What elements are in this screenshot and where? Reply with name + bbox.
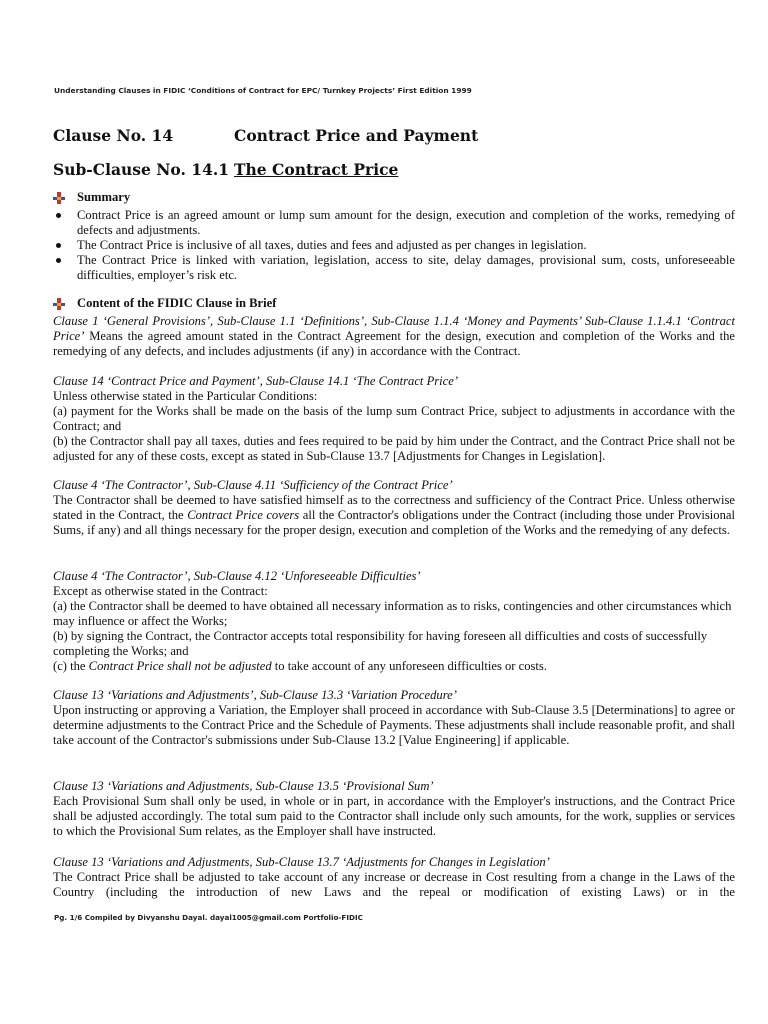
page-footer: Pg. 1/6 Compiled by Divyanshu Dayal. dayal1005@gmail.com Portfolio-FIDIC xyxy=(54,913,363,922)
cross-bullet-icon xyxy=(53,192,65,204)
clause-text-emphasis: Contract Price shall not be adjusted xyxy=(88,659,272,673)
subclause-title: The Contract Price xyxy=(234,160,399,179)
clause-block-provisional-sum xyxy=(53,779,735,839)
summary-list xyxy=(53,208,735,283)
clause-text: (c) the xyxy=(53,659,89,673)
clause-title: Contract Price and Payment xyxy=(234,126,479,145)
clause-text: The Contract Price shall be adjusted to take account of any increase or decrease in Cost resulting from a change in the Laws of the Country (including the introduction of new Laws and the repeal or modification of existing Laws) or in the xyxy=(53,870,735,899)
clause-text: (a) the Contractor shall be deemed to have obtained all necessary information as to risks, contingencies and other circumstances which may influence or affect the Works; xyxy=(53,599,732,628)
clause-text: The Contractor shall be deemed to have satisfied himself as to the correctness and sufficiency of the Contract Price. Unless otherwise stated in the Contract, the xyxy=(53,493,735,522)
running-header: Understanding Clauses in FIDIC ‘Conditions of Contract for EPC/ Turnkey Projects’ First Edition 1999 xyxy=(54,86,472,95)
clause-reference: Clause 1 ‘General Provisions’, Sub-Clause 1.1 ‘Definitions’, Sub-Clause 1.1.4 ‘Money and Payments’ Sub-Clause 1.1.4.1 ‘Contract Price’ xyxy=(53,314,735,343)
bullet-dot-icon xyxy=(56,213,61,218)
summary-heading xyxy=(53,190,130,205)
list-item: The Contract Price is inclusive of all taxes, duties and fees and adjusted as per changes in legislation. xyxy=(53,238,735,253)
clause-reference: Clause 4 ‘The Contractor’, Sub-Clause 4.11 ‘Sufficiency of the Contract Price’ xyxy=(53,478,453,492)
clause-text: (a) payment for the Works shall be made on the basis of the lump sum Contract Price, subject to adjustments in accordance with the Contract; and xyxy=(53,404,735,433)
bullet-dot-icon xyxy=(56,243,61,248)
clause-heading xyxy=(53,126,479,145)
content-heading xyxy=(53,296,276,311)
clause-block-unforeseeable xyxy=(53,569,735,674)
content-heading-label: Content of the FIDIC Clause in Brief xyxy=(77,296,277,310)
clause-text: all the Contractor's obligations under the Contract (including those under Provisional Sums, if any) and all things necessary for the proper design, execution and completion of the Works and the remedying of any defects. xyxy=(53,508,735,537)
subclause-number: Sub-Clause No. 14.1 xyxy=(53,160,230,179)
clause-block-contract-price-definition xyxy=(53,314,735,359)
clause-block-legislation xyxy=(53,855,735,900)
subclause-heading xyxy=(53,160,399,179)
cross-bullet-icon xyxy=(53,298,65,310)
clause-text: to take account of any unforeseen difficulties or costs. xyxy=(271,659,547,673)
clause-text-emphasis: Contract Price covers xyxy=(187,508,300,522)
clause-text: Means the agreed amount stated in the Contract Agreement for the design, execution and completion of the Works and the remedying of any defects, and includes adjustments (if any) in accordance with the Contract. xyxy=(53,329,735,358)
clause-text: Unless otherwise stated in the Particular Conditions: xyxy=(53,389,318,403)
clause-text: Each Provisional Sum shall only be used, in whole or in part, in accordance with the Employer's instructions, and the Contract Price shall be adjusted accordingly. The total sum paid to the Contractor shall include only such amounts, for the work, supplies or services to which the Provisional Sum relates, as the Employer shall have instructed. xyxy=(53,794,735,838)
clause-reference: Clause 4 ‘The Contractor’, Sub-Clause 4.12 ‘Unforeseeable Difficulties’ xyxy=(53,569,421,583)
clause-text: (b) the Contractor shall pay all taxes, duties and fees required to be paid by him under the Contract, and the Contract Price shall not be adjusted for any of these costs, except as stated in Sub-Clause 13.7 [Adjustments for Changes in Legislation]. xyxy=(53,434,735,463)
clause-reference: Clause 13 ‘Variations and Adjustments, Sub-Clause 13.5 ‘Provisional Sum’ xyxy=(53,779,434,793)
clause-reference: Clause 13 ‘Variations and Adjustments, Sub-Clause 13.7 ‘Adjustments for Changes in Legislation’ xyxy=(53,855,550,869)
clause-block-variation-procedure xyxy=(53,688,735,748)
clause-reference: Clause 14 ‘Contract Price and Payment’, Sub-Clause 14.1 ‘The Contract Price’ xyxy=(53,374,459,388)
list-item: The Contract Price is linked with variation, legislation, access to site, delay damages, provisional sum, costs, unforeseeable difficulties, employer’s risk etc. xyxy=(53,253,735,283)
clause-number: Clause No. 14 xyxy=(53,126,174,145)
clause-reference: Clause 13 ‘Variations and Adjustments’, Sub-Clause 13.3 ‘Variation Procedure’ xyxy=(53,688,457,702)
clause-block-contract-price xyxy=(53,374,735,464)
clause-block-sufficiency xyxy=(53,478,735,538)
summary-heading-label: Summary xyxy=(77,190,131,204)
bullet-dot-icon xyxy=(56,258,61,263)
clause-text: (b) by signing the Contract, the Contractor accepts total responsibility for having foreseen all difficulties and costs of successfully completing the Works; and xyxy=(53,629,708,658)
clause-text: Upon instructing or approving a Variation, the Employer shall proceed in accordance with Sub-Clause 3.5 [Determinations] to agree or determine adjustments to the Contract Price and the Schedule of Payments. These adjustments shall include reasonable profit, and shall take account of the Contractor's submissions under Sub-Clause 13.2 [Value Engineering] if applicable. xyxy=(53,703,735,747)
clause-text: Except as otherwise stated in the Contract: xyxy=(53,584,268,598)
list-item: Contract Price is an agreed amount or lump sum amount for the design, execution and completion of the works, remedying of defects and adjustments. xyxy=(53,208,735,238)
